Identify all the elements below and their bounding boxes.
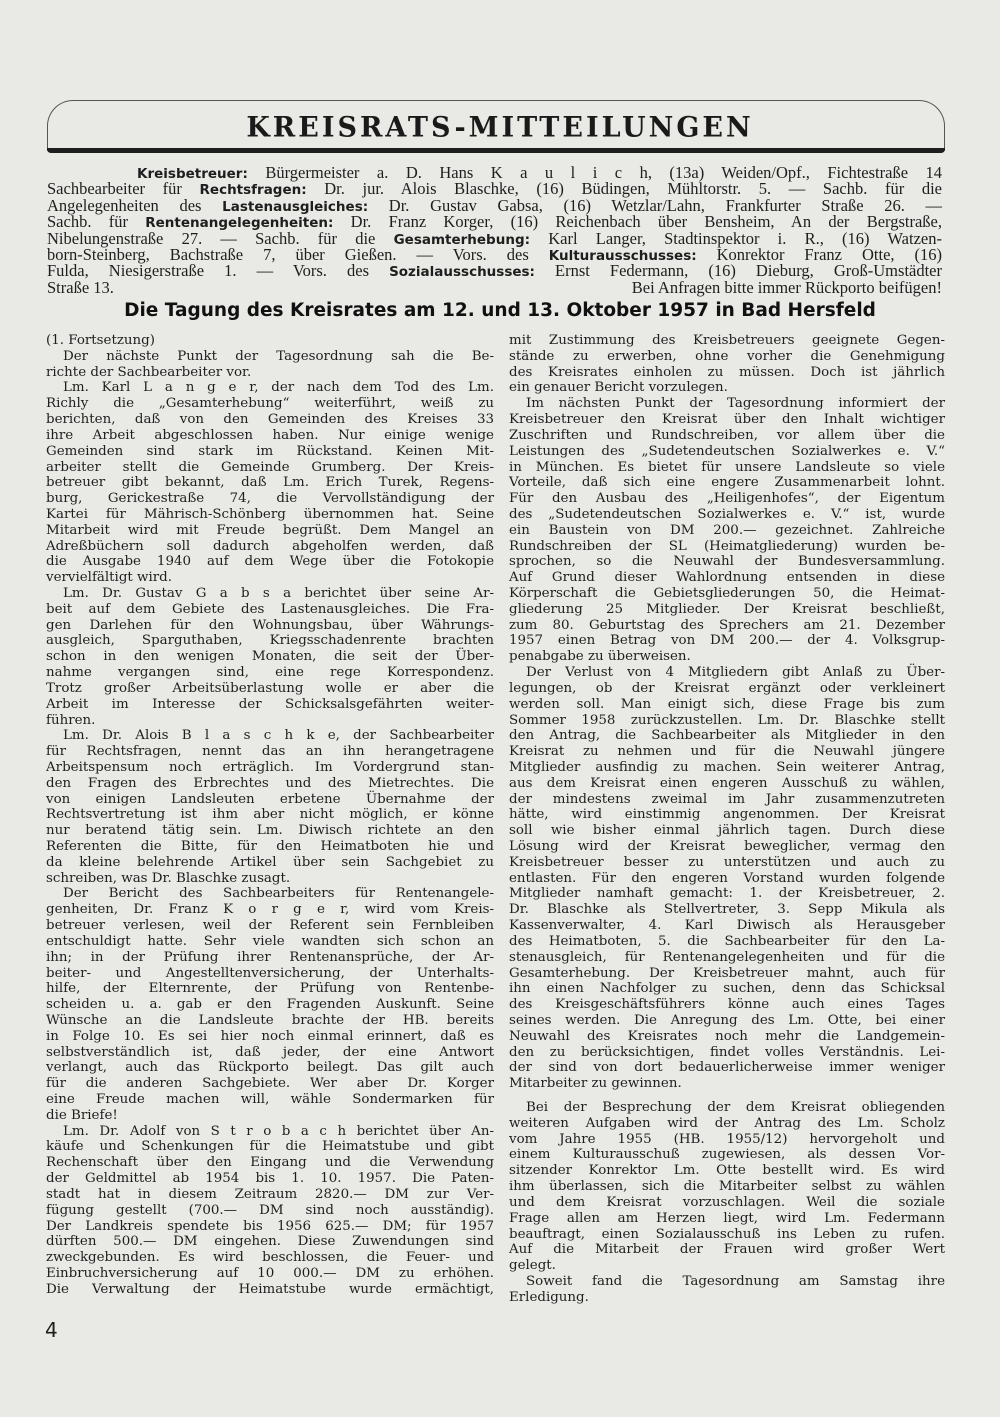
text-line: beauftragt, einen Sozialausschuß ins Leben zu rufen. <box>509 1226 945 1242</box>
text-line: Trotz großer Arbeitsüberlastung wolle er aber die <box>46 680 494 696</box>
text-line: Kreisrat zu nehmen und für die Neuwahl jüngere <box>509 744 945 760</box>
text-line: ihn; in der Prüfung ihrer Rentenansprüche, der Ar- <box>46 949 494 965</box>
text-line: dürften 500.— DM eingehen. Diese Zuwendungen sind <box>46 1234 494 1250</box>
text-line: Kassenverwalter, 4. Karl Diwisch als Herausgeber <box>509 918 945 934</box>
text-line: hätte, wird einstimmig angenommen. Der Kreisrat <box>509 807 945 823</box>
text-line: Der Verlust von 4 Mitgliedern gibt Anlaß zu Über- <box>526 665 945 681</box>
text-line: in München. Es bietet für unsere Landsleute so viele <box>509 459 945 475</box>
paragraph <box>509 396 945 665</box>
text-line: (1. Fortsetzung) <box>46 333 155 348</box>
text-line: von einigen Landsleuten erbetene Übernahme der <box>46 791 494 807</box>
info-label: Lastenausgleiches: <box>222 198 369 215</box>
text-line: mit Zustimmung des Kreisbetreuers geeignete Gegen- <box>509 333 945 348</box>
text-line: Frage allen am Herzen liegt, wird Lm. Federmann <box>509 1210 945 1226</box>
text-line: betreuer gibt bekannt, daß Lm. Erich Turek, Regens- <box>46 475 494 491</box>
text-line: Sommer 1958 zurückzustellen. Lm. Dr. Blaschke stellt <box>509 712 945 728</box>
paragraph <box>46 333 494 349</box>
text-line: ihm überlassen, sich die Mitarbeiter selbst zu wählen <box>509 1179 945 1195</box>
article-headline: Die Tagung des Kreisrates am 12. und 13. Oktober 1957 in Bad Hersfeld <box>124 300 876 321</box>
info-text: Bürgermeister a. D. Hans K a u l i c h, (13a) Weiden/Opf., Fichtestraße 14 <box>247 163 942 182</box>
info-text: Fulda, Niesigerstraße 1. — Vors. des <box>47 261 390 281</box>
info-label: Rentenangelegenheiten: <box>145 215 334 232</box>
text-line: käufe und Schenkungen für die Heimatstube und gibt <box>46 1139 494 1155</box>
text-line: burg, Gerickestraße 74, die Vervollständigung der <box>46 491 494 507</box>
info-label: Gesamterhebung: <box>393 231 531 248</box>
info-text: Dr. jur. Alois Blaschke, (16) Büdingen, Mühltorstr. 5. — Sachb. für die <box>306 179 943 199</box>
text-line: Soweit fand die Tagesordnung am Samstag ihre <box>526 1273 945 1289</box>
text-line: des Heimatboten, 5. die Sachbearbeiter für den La- <box>509 933 945 949</box>
text-line: Mitarbeit wird mit Freude begrüßt. Dem Mangel an <box>46 522 494 538</box>
text-line: für Rechtsfragen, nennt das an ihn herangetragene <box>46 744 494 760</box>
text-line: sitzender Konrektor Lm. Otte bestellt wird. Es wird <box>509 1163 945 1179</box>
section-title: KREISRATS-MITTEILUNGEN <box>246 111 754 144</box>
text-line: Lm. Dr. Alois B l a s c h k e, der Sachbearbeiter <box>63 728 494 744</box>
text-line: Erledigung. <box>509 1289 589 1305</box>
article-column-right <box>509 333 945 1306</box>
text-line: ihre Arbeit abgeschlossen haben. Nur einige wenige <box>46 427 494 443</box>
text-line: Richly die „Gesamterhebung“ weiterführt, weiß zu <box>46 396 494 412</box>
text-line: der sind von dort bedauerlicherweise immer weniger <box>509 1060 945 1076</box>
text-line: Der nächste Punkt der Tagesordnung sah die Be- <box>63 348 494 364</box>
text-line: da kleine belehrende Artikel über sein Sachgebiet zu <box>46 854 494 870</box>
info-text: Angelegenheiten des <box>47 195 223 215</box>
text-line: aus dem Kreisrat einen engeren Ausschuß zu wählen, <box>509 775 945 791</box>
text-line: Referenten die Bitte, für den Heimatboten hie und <box>46 839 494 854</box>
text-line: des „Sudetendeutschen Sozialwerkes e. V.“ ist, wurde <box>509 506 945 522</box>
text-line: hilfe, der Elternrente, der Prüfung von Rentenbe- <box>46 981 494 997</box>
page-number: 4 <box>45 1318 58 1342</box>
paragraph <box>509 665 945 1092</box>
paragraph <box>46 349 494 381</box>
text-line: schreiben, was Dr. Blaschke zusagt. <box>46 870 291 886</box>
info-text: Sachbearbeiter für <box>47 179 200 199</box>
info-text: Nibelungenstraße 27. — Sachb. für die <box>47 228 394 248</box>
text-line: penabgabe zu überweisen. <box>509 649 691 665</box>
paragraph <box>509 1100 945 1274</box>
text-line: schon in den wenigen Monaten, die seit der Über- <box>46 649 494 665</box>
info-text: Straße 13. <box>47 277 114 297</box>
text-line: verlangt, auch das Rückporto beilegt. Das gilt auch <box>46 1060 494 1076</box>
paragraph <box>509 1274 945 1306</box>
text-line: richte der Sachbearbeiter vor. <box>46 364 252 380</box>
text-line: Auf Grund dieser Wahlordnung entsenden in diese <box>509 570 945 586</box>
text-line: die Ausgabe 1940 auf dem Wege über die Fotokopie <box>46 554 494 570</box>
text-line: genheiten, Dr. Franz K o r g e r, wird vom Kreis- <box>46 902 494 918</box>
info-text: Karl Langer, Stadtinspektor i. R., (16) Watzen- <box>530 228 942 248</box>
text-line: Im nächsten Punkt der Tagesordnung informiert der <box>526 396 945 412</box>
text-line: 1957 einen Betrag von DM 200.— der 4. Volksgrup- <box>509 633 945 649</box>
paragraph <box>46 886 494 1123</box>
text-line: gliederung 25 Mitglieder. Der Kreisrat beschließt, <box>509 601 945 617</box>
text-line: der Geldmittel ab 1954 bis 1. 10. 1957. Die Paten- <box>46 1171 494 1187</box>
text-line: nur beratend tätig sein. Lm. Diwisch richtete an den <box>46 823 494 839</box>
text-line: entlasten. Für den engeren Vorstand wurden folgende <box>509 870 945 886</box>
info-text: Ernst Federmann, (16) Dieburg, Groß-Umstädter <box>534 261 943 281</box>
article-column-left <box>46 333 494 1298</box>
text-line: zum 80. Geburtstag des Sprechers am 21. Dezember <box>509 617 945 633</box>
text-line: Mitglieder ausfindig zu machen. Sein weiterer Antrag, <box>509 759 945 775</box>
text-line: stenausgleich, für Rentenangelegenheiten und für die <box>509 949 945 965</box>
text-line: Die Verwaltung der Heimatstube wurde ermächtigt, <box>46 1281 494 1297</box>
paragraph <box>46 728 494 886</box>
text-line: nahme vergangen sind, eine rege Korrespondenz. <box>46 665 494 681</box>
text-line: Körperschaft die Gebietsgliederungen 50, die Heimat- <box>509 586 945 601</box>
text-line: den zu berücksichtigen, findet volles Verständnis. Lei- <box>509 1044 945 1060</box>
text-line: Mitglieder namhaft gemacht: 1. der Kreisbetreuer, 2. <box>509 886 945 902</box>
text-line: zweckgebunden. Es wird beschlossen, die Feuer- und <box>46 1250 494 1266</box>
text-line: Arbeitspensum noch erträglich. Im Vordergrund stan- <box>46 759 494 775</box>
banner-rule <box>47 148 945 153</box>
text-line: Rechenschaft über den Eingang und die Verwendung <box>46 1155 494 1171</box>
text-line: ein genauer Bericht vorzulegen. <box>509 380 728 396</box>
text-line: Der Bericht des Sachbearbeiters für Rentenangele- <box>63 886 494 902</box>
text-line: die Briefe! <box>46 1107 118 1123</box>
text-line: für die anderen Sachgebiete. Wer aber Dr. Korger <box>46 1076 494 1092</box>
info-text: Konrektor Franz Otte, (16) <box>696 244 943 264</box>
info-label: Kulturausschusses: <box>548 247 697 264</box>
text-line: Mitarbeiter zu gewinnen. <box>509 1076 682 1092</box>
text-line: werden soll. Man einigt sich, diese Frage bis zum <box>509 696 945 712</box>
paragraph <box>46 586 494 728</box>
text-line: seines werden. Die Anregung des Lm. Otte, bei einer <box>509 1012 945 1028</box>
text-line: Leistungen des „Sudetendeutschen Sozialwerkes e. V.“ <box>509 443 945 459</box>
text-line: Lm. Dr. Adolf von S t r o b a c h berichtet über An- <box>63 1123 494 1139</box>
text-line: vom Jahre 1955 (HB. 1955/12) hervorgeholt und <box>509 1131 945 1147</box>
text-line: Adreßbüchern soll dadurch abgeholfen werden, daß <box>46 538 494 554</box>
text-line: entschuldigt hatte. Sehr viele wandten sich schon an <box>46 933 494 949</box>
text-line: Lm. Karl L a n g e r, der nach dem Tod des Lm. <box>63 380 494 396</box>
text-line: vervielfältigt wird. <box>46 570 173 586</box>
text-line: Kartei für Mährisch-Schönberg übernommen hat. Seine <box>46 506 494 522</box>
text-line: Für den Ausbau des „Heiligenhofes“, der Eigentum <box>509 491 945 507</box>
text-line: des Kreisrates einholen zu müssen. Doch ist jährlich <box>509 364 945 380</box>
text-line: Kreisbetreuer den Kreisrat über den Inhalt wichtiger <box>509 412 945 428</box>
info-label: Rechtsfragen: <box>199 182 307 199</box>
text-line: Neuwahl des Kreisrates noch mehr die Landgemein- <box>509 1028 945 1044</box>
info-text: Dr. Franz Korger, (16) Reichenbach über Bensheim, An der Bergstraße, <box>333 212 942 232</box>
text-line: arbeiter stellt die Gemeinde Grumberg. Der Kreis- <box>46 459 494 475</box>
paragraph-gap <box>509 1092 945 1100</box>
text-line: führen. <box>46 712 96 728</box>
text-line: weiteren Aufgaben wird der Antrag des Lm. Scholz <box>509 1115 945 1131</box>
text-line: legungen, ob der Kreisrat ergänzt oder verkleinert <box>509 680 945 696</box>
text-line: einem Kulturausschuß zugewiesen, als dessen Vor- <box>509 1147 945 1163</box>
text-line: den Fragen des Erbrechtes und des Mietrechtes. Die <box>46 775 494 791</box>
text-line: Einbruchversicherung auf 10 000.— DM zu erhöhen. <box>46 1265 494 1281</box>
text-line: ein Baustein von DM 200.— gezeichnet. Zahlreiche <box>509 522 945 538</box>
info-text: born-Steinberg, Bachstraße 7, über Gießen. — Vors. des <box>47 244 549 264</box>
text-line: eine Freude machen will, wähle Sondermarken für <box>46 1092 494 1107</box>
text-line: sprochen, so die Neuwahl der Bundesversammlung. <box>509 554 945 570</box>
contact-info-block <box>47 165 942 296</box>
text-line: Rundschreiben der SL (Heimatgliederung) wurden be- <box>509 538 945 554</box>
info-text: Sachb. für <box>47 212 146 232</box>
info-line <box>47 277 942 297</box>
text-line: ausgleich, Sparguthaben, Kriegsschadenrente brachten <box>46 633 494 649</box>
paragraph <box>46 380 494 586</box>
text-line: Wünsche an die Landsleute brachte der HB. bereits <box>46 1012 494 1028</box>
info-label: Kreisbetreuer: <box>137 166 248 182</box>
text-line: der mindestens zweimal im Jahr zusammenzutreten <box>509 791 945 807</box>
info-label: Sozialausschusses: <box>389 264 535 281</box>
info-note: Bei Anfragen bitte immer Rückporto beifügen! <box>631 277 942 297</box>
text-line: gelegt. <box>509 1258 556 1274</box>
text-line: Der Landkreis spendete bis 1956 625.— DM; für 1957 <box>46 1218 494 1234</box>
text-line: gen Darlehen für den Wohnungsbau, über Währungs- <box>46 617 494 633</box>
text-line: Gesamterhebung. Der Kreisbetreuer mahnt, auch für <box>509 965 945 981</box>
text-line: beit auf dem Gebiete des Lastenausgleiches. Die Fra- <box>46 601 494 617</box>
text-line: selbstverständlich ist, daß jeder, der eine Antwort <box>46 1044 494 1060</box>
text-line: berichten, daß von den Gemeinden des Kreises 33 <box>46 412 494 428</box>
text-line: Kreisbetreuer besser zu unterstützen und auch zu <box>509 854 945 870</box>
text-line: Rechtsvertretung ist ihm aber nicht möglich, er könne <box>46 807 494 823</box>
text-line: und dem Kreisrat vorzuschlagen. Weil die soziale <box>509 1194 945 1210</box>
text-line: Auf die Mitarbeit der Frauen wird großer Wert <box>509 1242 945 1258</box>
info-text: Dr. Gustav Gabsa, (16) Wetzlar/Lahn, Frankfurter Straße 26. — <box>368 195 942 215</box>
text-line: betreuer verlesen, weil der Referent sein Fernbleiben <box>46 918 494 934</box>
text-line: Dr. Blaschke als Stellvertreter, 3. Sepp Mikula als <box>509 902 945 918</box>
text-line: den Antrag, die Sachbearbeiter als Mitglieder in den <box>509 728 945 744</box>
text-line: beiter- und Angestelltenversicherung, der Unterhalts- <box>46 965 494 981</box>
paragraph <box>46 1124 494 1298</box>
text-line: stadt hat in diesem Zeitraum 2820.— DM zur Ver- <box>46 1186 494 1202</box>
text-line: ihn einen Nachfolger zu suchen, denn das Schicksal <box>509 981 945 997</box>
text-line: des Kreisgeschäftsführers könne auch eines Tages <box>509 997 945 1013</box>
text-line: Bei der Besprechung der dem Kreisrat obliegenden <box>526 1100 945 1115</box>
paragraph <box>509 333 945 396</box>
text-line: fügung gestellt (700.— DM sind noch ausständig). <box>46 1202 494 1218</box>
text-line: soll wie bisher einmal jährlich tagen. Durch diese <box>509 823 945 839</box>
text-line: Lm. Dr. Gustav G a b s a berichtet über seine Ar- <box>63 586 494 601</box>
text-line: in Folge 10. Es sei hier noch einmal erinnert, daß es <box>46 1028 494 1044</box>
text-line: stände zu erwerben, ohne vorher die Genehmigung <box>509 348 945 364</box>
text-line: Vorteile, daß sich eine engere Zusammenarbeit lohnt. <box>509 475 945 491</box>
text-line: Arbeit im Interesse der Schicksalsgefährten weiter- <box>46 696 494 712</box>
text-line: Zuschriften und Rundschreiben, vor allem über die <box>509 427 945 443</box>
text-line: Lösung wird der Kreisrat beweglicher, vermag den <box>509 839 945 854</box>
text-line: scheiden u. a. gab er den Fragenden Auskunft. Seine <box>46 997 494 1013</box>
text-line: Gemeinden sind stark im Rückstand. Keinen Mit- <box>46 443 494 459</box>
